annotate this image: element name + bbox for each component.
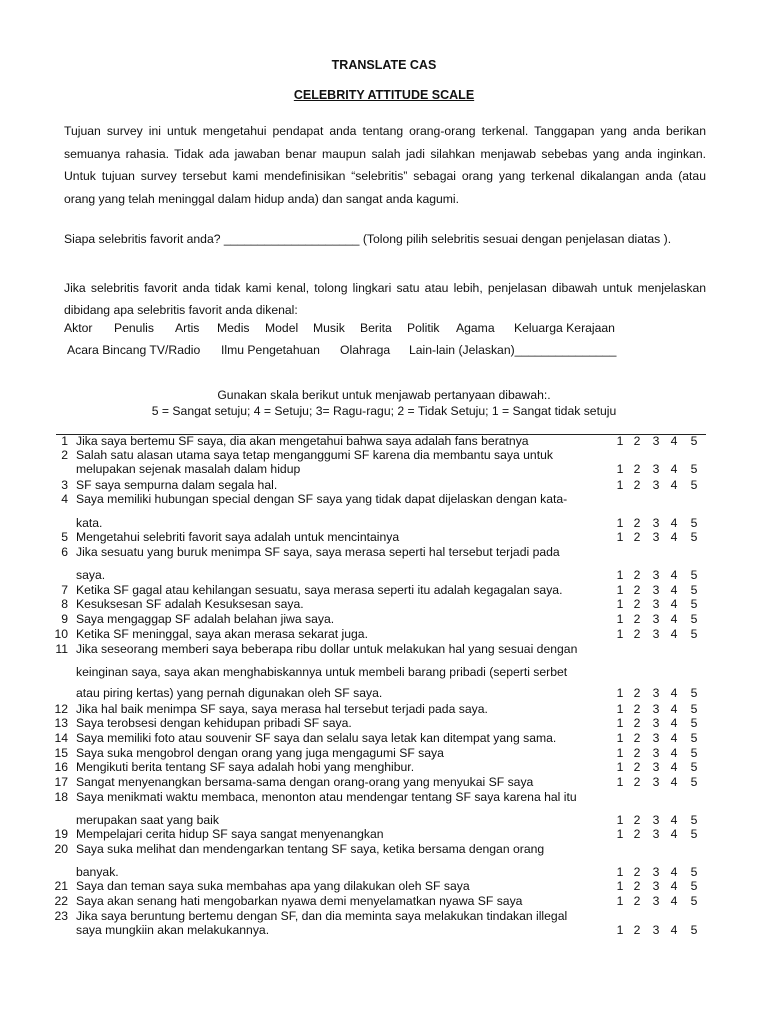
question-text-line: Saya suka melihat dan mendengarkan tentang SF saya, ketika bersama dengan orang xyxy=(76,842,545,856)
rating-option[interactable]: 4 xyxy=(670,894,678,908)
rating-option[interactable]: 5 xyxy=(690,583,698,597)
rating-option[interactable]: 2 xyxy=(633,568,641,582)
question-text-line: SF saya sempurna dalam segala hal. xyxy=(76,478,278,492)
rating-option[interactable]: 4 xyxy=(670,879,678,893)
rating-option[interactable]: 1 xyxy=(616,746,624,760)
rating-option[interactable]: 5 xyxy=(690,462,698,476)
rating-option[interactable]: 1 xyxy=(616,434,624,448)
question-number: 22 xyxy=(54,894,68,908)
rating-option[interactable]: 1 xyxy=(616,813,624,827)
rating-option[interactable]: 4 xyxy=(670,923,678,937)
rating-option[interactable]: 2 xyxy=(633,434,641,448)
question-number: 15 xyxy=(54,746,68,760)
rating-option[interactable]: 4 xyxy=(670,760,678,774)
question-text-line: Saya akan senang hati mengobarkan nyawa demi menyelamatkan nyawa SF saya xyxy=(76,894,523,908)
rating-option[interactable]: 2 xyxy=(633,627,641,641)
category-item[interactable]: Acara Bincang TV/Radio xyxy=(67,343,201,357)
question-text-line: Ketika SF meninggal, saya akan merasa sekarat juga. xyxy=(76,627,368,641)
rating-option[interactable]: 3 xyxy=(652,627,660,641)
rating-option[interactable]: 2 xyxy=(633,775,641,789)
rating-option[interactable]: 3 xyxy=(652,760,660,774)
rating-option[interactable]: 4 xyxy=(670,612,678,626)
rating-option[interactable]: 1 xyxy=(616,702,624,716)
rating-option[interactable]: 2 xyxy=(633,702,641,716)
category-item[interactable]: Keluarga Kerajaan xyxy=(514,321,615,335)
rating-option[interactable]: 2 xyxy=(633,516,641,530)
scale-legend: 5 = Sangat setuju; 4 = Setuju; 3= Ragu-ragu; 2 = Tidak Setuju; 1 = Sangat tidak setuju xyxy=(151,404,617,418)
rating-option[interactable]: 2 xyxy=(633,746,641,760)
question-text-line: melupakan sejenak masalah dalam hidup xyxy=(76,462,301,476)
rating-option[interactable]: 1 xyxy=(616,516,624,530)
rating-option[interactable]: 5 xyxy=(690,612,698,626)
question-number: 12 xyxy=(54,702,68,716)
question-number: 13 xyxy=(54,716,68,730)
rating-option[interactable]: 3 xyxy=(652,879,660,893)
rating-option[interactable]: 1 xyxy=(616,865,624,879)
rating-option[interactable]: 2 xyxy=(633,865,641,879)
question-text-line: Saya memiliki foto atau souvenir SF saya dan selalu saya letak kan ditempat yang sama. xyxy=(76,731,557,745)
favorite-celebrity-question: Siapa selebritis favorit anda? ____________________ (Tolong pilih selebritis sesuai dengan penjelasan diatas ). xyxy=(64,232,672,246)
rating-option[interactable]: 4 xyxy=(670,731,678,745)
rating-option[interactable]: 4 xyxy=(670,775,678,789)
rating-option[interactable]: 4 xyxy=(670,478,678,492)
rating-option[interactable]: 4 xyxy=(670,716,678,730)
rating-option[interactable]: 4 xyxy=(670,568,678,582)
rating-option[interactable]: 5 xyxy=(690,530,698,544)
rating-option[interactable]: 3 xyxy=(652,813,660,827)
rating-option[interactable]: 2 xyxy=(633,894,641,908)
category-item[interactable]: Politik xyxy=(407,321,440,335)
rating-option[interactable]: 3 xyxy=(652,686,660,700)
scale-instruction: Gunakan skala berikut untuk menjawab pertanyaan dibawah:. xyxy=(217,388,551,402)
rating-option[interactable]: 4 xyxy=(670,434,678,448)
question-number: 21 xyxy=(54,879,68,893)
rating-option[interactable]: 5 xyxy=(690,775,698,789)
rating-option[interactable]: 5 xyxy=(690,827,698,841)
question-number: 8 xyxy=(61,597,68,611)
rating-option[interactable]: 1 xyxy=(616,775,624,789)
rating-option[interactable]: 1 xyxy=(616,827,624,841)
rating-option[interactable]: 1 xyxy=(616,879,624,893)
category-item[interactable]: Lain-lain (Jelaskan)_______________ xyxy=(409,343,617,357)
rating-option[interactable]: 3 xyxy=(652,516,660,530)
question-text-line: Jika sesuatu yang buruk menimpa SF saya, saya merasa seperti hal tersebut terjadi pada xyxy=(76,545,560,559)
category-item[interactable]: Medis xyxy=(217,321,250,335)
intro-line: Untuk tujuan survey tersebut kami mendefinisikan “selebritis” sebagai orang yang terkenal dikalangan anda (atau xyxy=(64,169,706,183)
question-text-line: Mempelajari cerita hidup SF saya sangat menyenangkan xyxy=(76,827,384,841)
question-number: 6 xyxy=(61,545,68,559)
question-number: 14 xyxy=(54,731,68,745)
rating-option[interactable]: 4 xyxy=(670,597,678,611)
rating-option[interactable]: 2 xyxy=(633,716,641,730)
question-text-line: atau piring kertas) yang pernah digunakan oleh SF saya. xyxy=(76,686,383,700)
rating-option[interactable]: 1 xyxy=(616,716,624,730)
rating-option[interactable]: 2 xyxy=(633,731,641,745)
question-number: 10 xyxy=(54,627,68,641)
rating-option[interactable]: 3 xyxy=(652,746,660,760)
rating-option[interactable]: 1 xyxy=(616,923,624,937)
question-text-line: Saya mengaggap SF adalah belahan jiwa saya. xyxy=(76,612,335,626)
rating-option[interactable]: 3 xyxy=(652,478,660,492)
rating-option[interactable]: 3 xyxy=(652,462,660,476)
rating-option[interactable]: 2 xyxy=(633,583,641,597)
rating-option[interactable]: 3 xyxy=(652,731,660,745)
category-item[interactable]: Musik xyxy=(313,321,345,335)
rating-option[interactable]: 5 xyxy=(690,568,698,582)
question-text-line: Sangat menyenangkan bersama-sama dengan orang-orang yang menyukai SF saya xyxy=(76,775,534,789)
rating-option[interactable]: 4 xyxy=(670,746,678,760)
rating-option[interactable]: 5 xyxy=(690,516,698,530)
rating-option[interactable]: 1 xyxy=(616,686,624,700)
rating-option[interactable]: 1 xyxy=(616,894,624,908)
category-item[interactable]: Model xyxy=(265,321,299,335)
rating-option[interactable]: 1 xyxy=(616,478,624,492)
rating-option[interactable]: 3 xyxy=(652,894,660,908)
rating-option[interactable]: 3 xyxy=(652,597,660,611)
category-prompt-line: dibidang apa selebritis favorit anda dikenal: xyxy=(64,303,298,317)
question-number: 4 xyxy=(61,492,68,506)
rating-option[interactable]: 4 xyxy=(670,865,678,879)
category-item[interactable]: Olahraga xyxy=(340,343,391,357)
document-title: TRANSLATE CAS xyxy=(331,58,437,72)
rating-option[interactable]: 5 xyxy=(690,760,698,774)
category-item[interactable]: Agama xyxy=(456,321,495,335)
question-number: 19 xyxy=(54,827,68,841)
rating-option[interactable]: 2 xyxy=(633,827,641,841)
rating-option[interactable]: 2 xyxy=(633,597,641,611)
question-text-line: Jika saya bertemu SF saya, dia akan mengetahui bahwa saya adalah fans beratnya xyxy=(76,434,529,448)
rating-option[interactable]: 3 xyxy=(652,434,660,448)
rating-option[interactable]: 4 xyxy=(670,813,678,827)
question-text-line: Jika hal baik menimpa SF saya, saya merasa hal tersebut terjadi pada saya. xyxy=(76,702,488,716)
rating-option[interactable]: 3 xyxy=(652,865,660,879)
document-subtitle: CELEBRITY ATTITUDE SCALE xyxy=(293,88,475,102)
rating-option[interactable]: 4 xyxy=(670,530,678,544)
intro-line: orang yang telah meninggal dalam hidup anda) dan sangat anda kagumi. xyxy=(64,191,460,206)
rating-option[interactable]: 1 xyxy=(616,612,624,626)
rating-option[interactable]: 5 xyxy=(690,702,698,716)
question-number: 2 xyxy=(61,448,68,462)
rating-option[interactable]: 5 xyxy=(690,865,698,879)
question-text-line: merupakan saat yang baik xyxy=(76,813,219,827)
rating-option[interactable]: 3 xyxy=(652,775,660,789)
rating-option[interactable]: 1 xyxy=(616,583,624,597)
rating-option[interactable]: 1 xyxy=(616,568,624,582)
category-item[interactable]: Artis xyxy=(175,321,200,335)
question-text-line: kata. xyxy=(76,516,103,530)
question-text-line: Saya menikmati waktu membaca, menonton atau mendengar tentang SF saya karena hal itu xyxy=(76,790,577,804)
question-number: 1 xyxy=(61,434,68,448)
rating-option[interactable]: 2 xyxy=(633,478,641,492)
category-item[interactable]: Penulis xyxy=(114,321,154,335)
rating-option[interactable]: 3 xyxy=(652,612,660,626)
question-number: 18 xyxy=(54,790,68,804)
category-item[interactable]: Ilmu Pengetahuan xyxy=(221,343,320,357)
rating-option[interactable]: 3 xyxy=(652,583,660,597)
question-number: 17 xyxy=(54,775,68,789)
rating-option[interactable]: 5 xyxy=(690,879,698,893)
rating-option[interactable]: 5 xyxy=(690,434,698,448)
question-number: 5 xyxy=(61,530,68,544)
rating-option[interactable]: 4 xyxy=(670,583,678,597)
category-item[interactable]: Aktor xyxy=(64,321,93,335)
question-text-line: Jika saya beruntung bertemu dengan SF, dan dia meminta saya melakukan tindakan illegal xyxy=(76,909,568,923)
rating-option[interactable]: 1 xyxy=(616,462,624,476)
rating-option[interactable]: 5 xyxy=(690,627,698,641)
question-number: 20 xyxy=(54,842,68,856)
question-text-line: Mengikuti berita tentang SF saya adalah hobi yang menghibur. xyxy=(76,760,415,774)
intro-line: semuanya rahasia. Tidak ada jawaban benar maupun salah jadi silahkan menjawab sebebas yang anda inginkan. xyxy=(64,146,706,161)
category-item[interactable]: Berita xyxy=(360,321,392,335)
question-number: 7 xyxy=(61,583,68,597)
rating-option[interactable]: 5 xyxy=(690,478,698,492)
question-text-line: saya. xyxy=(76,568,106,582)
question-text-line: Ketika SF gagal atau kehilangan sesuatu, saya merasa seperti itu adalah kegagalan saya. xyxy=(76,583,563,597)
rating-option[interactable]: 3 xyxy=(652,716,660,730)
question-text-line: Saya terobsesi dengan kehidupan pribadi SF saya. xyxy=(76,716,352,730)
rating-option[interactable]: 5 xyxy=(690,894,698,908)
rating-option[interactable]: 2 xyxy=(633,686,641,700)
rating-option[interactable]: 1 xyxy=(616,627,624,641)
rating-option[interactable]: 5 xyxy=(690,746,698,760)
rating-option[interactable]: 2 xyxy=(633,923,641,937)
intro-line: Tujuan survey ini untuk mengetahui pendapat anda tentang orang-orang terkenal. Tanggapan yang anda berikan xyxy=(64,124,706,138)
rating-option[interactable]: 5 xyxy=(690,716,698,730)
rating-option[interactable]: 5 xyxy=(690,813,698,827)
rating-option[interactable]: 5 xyxy=(690,731,698,745)
rating-option[interactable]: 3 xyxy=(652,702,660,716)
rating-option[interactable]: 3 xyxy=(652,827,660,841)
rating-option[interactable]: 1 xyxy=(616,760,624,774)
rating-option[interactable]: 3 xyxy=(652,923,660,937)
rating-option[interactable]: 4 xyxy=(670,627,678,641)
rating-option[interactable]: 2 xyxy=(633,879,641,893)
question-number: 16 xyxy=(54,760,68,774)
rating-option[interactable]: 2 xyxy=(633,530,641,544)
question-number: 3 xyxy=(61,478,68,492)
question-text-line: Saya dan teman saya suka membahas apa yang dilakukan oleh SF saya xyxy=(76,879,470,893)
question-text-line: Salah satu alasan utama saya tetap menganggumi SF karena dia membantu saya untuk xyxy=(76,448,553,462)
rating-option[interactable]: 3 xyxy=(652,530,660,544)
rating-option[interactable]: 1 xyxy=(616,530,624,544)
question-text-line: Saya memiliki hubungan special dengan SF saya yang tidak dapat dijelaskan dengan kata- xyxy=(76,492,568,506)
rating-option[interactable]: 5 xyxy=(690,597,698,611)
rating-option[interactable]: 1 xyxy=(616,731,624,745)
rating-option[interactable]: 4 xyxy=(670,516,678,530)
question-number: 23 xyxy=(54,909,68,923)
category-prompt-line: Jika selebritis favorit anda tidak kami kenal, tolong lingkari satu atau lebih, penjelasan dibawah untuk menjelaskan xyxy=(64,281,706,295)
question-number: 11 xyxy=(55,642,68,656)
question-text-line: Mengetahui selebriti favorit saya adalah untuk mencintainya xyxy=(76,530,400,544)
rating-option[interactable]: 4 xyxy=(670,702,678,716)
rating-option[interactable]: 4 xyxy=(670,827,678,841)
question-text-line: banyak. xyxy=(76,865,119,879)
rating-option[interactable]: 4 xyxy=(670,462,678,476)
question-text-line: keinginan saya, saya akan menghabiskannya untuk membeli barang pribadi (seperti serbet xyxy=(76,665,568,679)
rating-option[interactable]: 2 xyxy=(633,612,641,626)
question-text-line: Saya suka mengobrol dengan orang yang juga mengagumi SF saya xyxy=(76,746,444,760)
question-text-line: Kesuksesan SF adalah Kesuksesan saya. xyxy=(76,597,304,611)
rating-option[interactable]: 4 xyxy=(670,686,678,700)
rating-option[interactable]: 1 xyxy=(616,597,624,611)
rating-option[interactable]: 5 xyxy=(690,686,698,700)
question-text-line: saya mungkiin akan melakukannya. xyxy=(76,923,270,937)
rating-option[interactable]: 3 xyxy=(652,568,660,582)
question-number: 9 xyxy=(61,612,68,626)
rating-option[interactable]: 2 xyxy=(633,813,641,827)
rating-option[interactable]: 2 xyxy=(633,760,641,774)
rating-option[interactable]: 5 xyxy=(690,923,698,937)
rating-option[interactable]: 2 xyxy=(633,462,641,476)
question-text-line: Jika seseorang memberi saya beberapa ribu dollar untuk melakukan hal yang sesuai dengan xyxy=(76,642,578,656)
